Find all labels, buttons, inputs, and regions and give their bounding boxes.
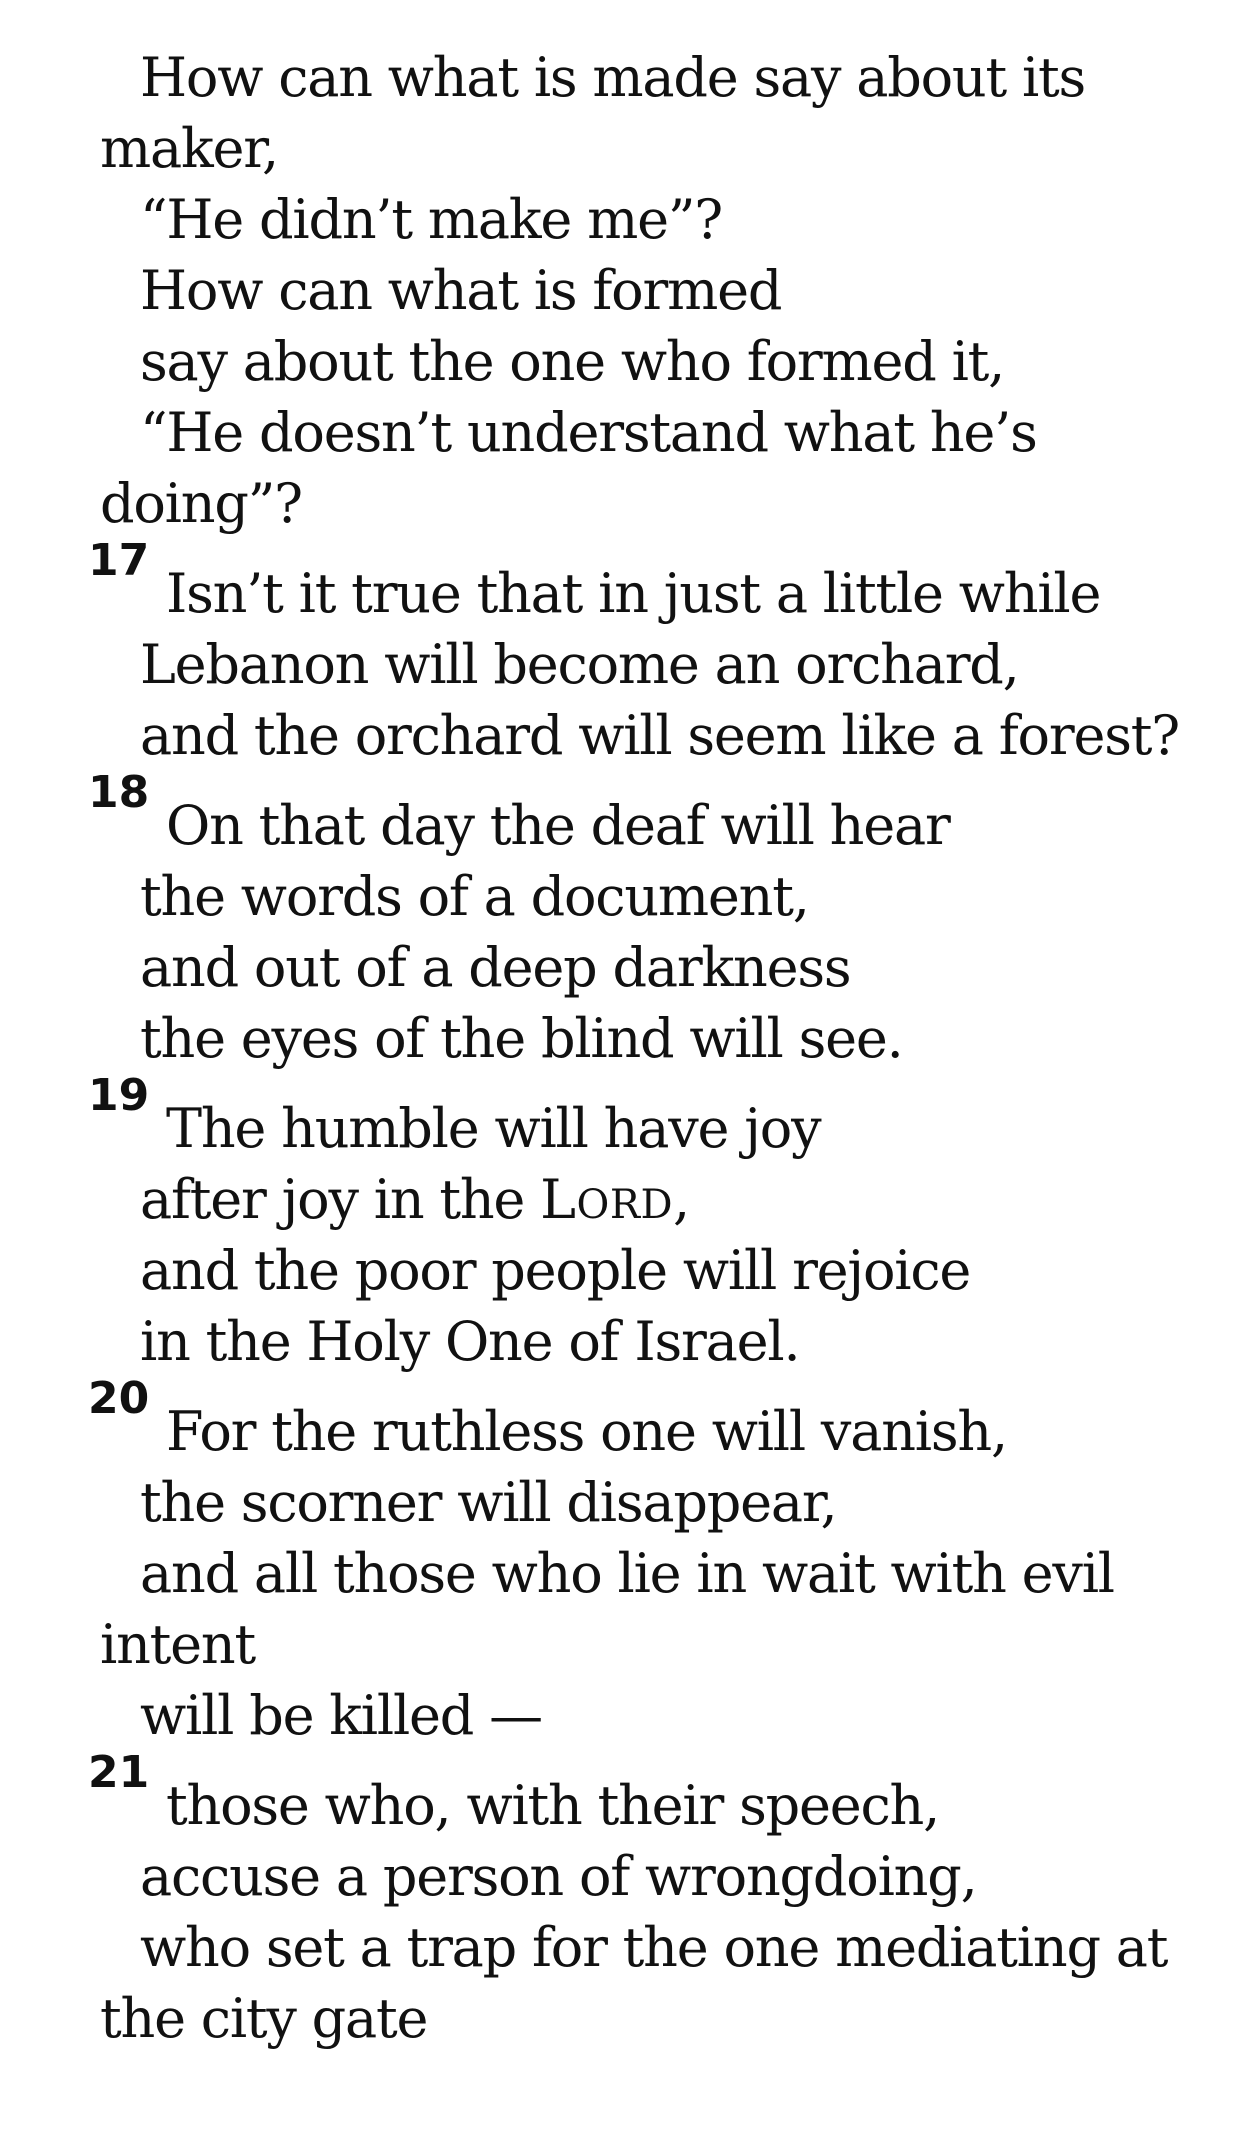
line-text: those who, with their speech, (166, 1774, 940, 1837)
line-text: How can what is formed (140, 259, 782, 322)
poetry-line (0, 767, 1242, 861)
line-text: Isn’t it true that in just a little while (166, 562, 1101, 625)
line-text: doing”? (100, 472, 302, 535)
verse-19 (0, 1070, 1242, 1377)
poetry-line (0, 1235, 1242, 1306)
line-text: Lebanon will become an orchard, (140, 633, 1019, 696)
verse-17 (0, 535, 1242, 771)
poetry-line (0, 1983, 1242, 2054)
line-text: maker, (100, 117, 278, 180)
poetry-line (0, 1070, 1242, 1164)
verse-number: 20 (88, 1373, 150, 1424)
poetry-line (0, 1841, 1242, 1912)
line-text: the words of a document, (140, 865, 809, 928)
poetry-line (0, 629, 1242, 700)
poetry-line (0, 184, 1242, 255)
poetry-line (0, 113, 1242, 184)
line-text: after joy in the (140, 1168, 541, 1231)
line-punctuation: , (673, 1168, 689, 1231)
line-text: On that day the deaf will hear (166, 794, 950, 857)
line-text: and all those who lie in wait with evil (140, 1542, 1114, 1605)
poetry-line (0, 397, 1242, 468)
poetry-line (0, 1609, 1242, 1680)
poetry-line (0, 1164, 1242, 1235)
line-text: “He doesn’t understand what he’s (140, 401, 1037, 464)
line-text: For the ruthless one will vanish, (166, 1400, 1007, 1463)
line-text: the scorner will disappear, (140, 1471, 837, 1534)
line-text: and the orchard will seem like a forest? (140, 704, 1179, 767)
divine-name-small-caps: LORD (540, 1168, 674, 1231)
verse-18 (0, 767, 1242, 1074)
line-text: How can what is made say about its (140, 46, 1086, 109)
poetry-line (0, 1373, 1242, 1467)
line-text: the eyes of the blind will see. (140, 1007, 903, 1070)
poetry-line (0, 1306, 1242, 1377)
poetry-line (0, 1003, 1242, 1074)
poetry-line (0, 1912, 1242, 1983)
verse-continuation (0, 42, 1242, 539)
line-text: in the Holy One of Israel. (140, 1310, 800, 1373)
poetry-line (0, 42, 1242, 113)
poetry-line (0, 1467, 1242, 1538)
scripture-text (0, 42, 1242, 2054)
line-text: will be killed — (140, 1684, 542, 1747)
verse-21 (0, 1747, 1242, 2054)
poetry-line (0, 1680, 1242, 1751)
poetry-line (0, 1538, 1242, 1609)
verse-number: 19 (88, 1070, 150, 1121)
verse-number: 17 (88, 535, 150, 586)
verse-number: 21 (88, 1747, 150, 1798)
verse-20 (0, 1373, 1242, 1751)
line-text: “He didn’t make me”? (140, 188, 722, 251)
line-text: who set a trap for the one mediating at (140, 1916, 1168, 1979)
line-text: The humble will have joy (166, 1097, 821, 1160)
line-text: accuse a person of wrongdoing, (140, 1845, 977, 1908)
poetry-line (0, 861, 1242, 932)
poetry-line (0, 700, 1242, 771)
poetry-line (0, 535, 1242, 629)
poetry-line (0, 932, 1242, 1003)
poetry-line (0, 255, 1242, 326)
poetry-line (0, 326, 1242, 397)
line-text: say about the one who formed it, (140, 330, 1005, 393)
line-text: the city gate (100, 1987, 428, 2050)
line-text: and out of a deep darkness (140, 936, 851, 999)
verse-number: 18 (88, 767, 150, 818)
poetry-line (0, 1747, 1242, 1841)
poetry-line (0, 468, 1242, 539)
line-text: and the poor people will rejoice (140, 1239, 971, 1302)
line-text: intent (100, 1613, 255, 1676)
